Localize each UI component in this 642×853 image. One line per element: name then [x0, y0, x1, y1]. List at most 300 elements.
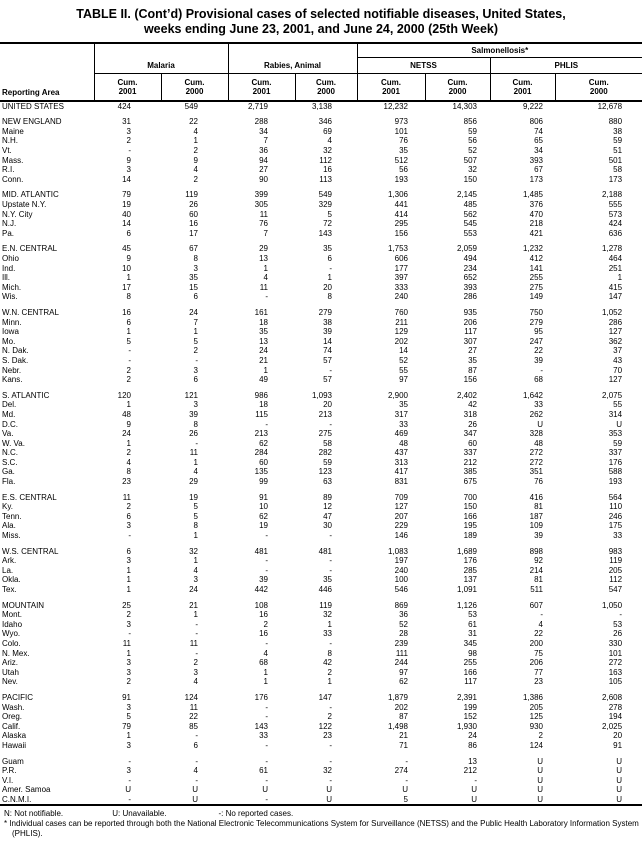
- value-cell: 81: [534, 575, 543, 585]
- reporting-area-cell: Maine: [2, 126, 24, 136]
- reporting-area-cell: Fla.: [2, 477, 16, 487]
- value-cell: 59: [323, 457, 332, 467]
- value-cell: 898: [529, 546, 543, 556]
- value-cell: 7: [193, 317, 198, 327]
- value-cell: 313: [394, 457, 408, 467]
- value-cell: 1: [193, 610, 198, 620]
- value-cell: 21: [189, 600, 198, 610]
- value-cell: 2: [327, 667, 332, 677]
- value-cell: 11: [122, 492, 131, 502]
- value-cell: -: [128, 355, 131, 365]
- value-cell: 16: [323, 165, 332, 175]
- value-cell: 930: [529, 721, 543, 731]
- reporting-area-cell: MID. ATLANTIC: [2, 190, 59, 200]
- value-cell: U: [616, 756, 623, 766]
- value-cell: 1: [327, 273, 332, 283]
- value-cell: 464: [608, 254, 623, 264]
- value-cell: 193: [394, 174, 408, 184]
- table-row: [0, 667, 642, 677]
- value-cell: 1: [126, 438, 131, 448]
- value-cell: 2: [193, 174, 198, 184]
- value-cell: U: [537, 775, 543, 785]
- value-cell: -: [265, 740, 268, 750]
- value-cell: 26: [613, 629, 623, 639]
- table-row: [0, 292, 642, 302]
- value-cell: -: [329, 638, 332, 648]
- value-cell: 3: [126, 740, 131, 750]
- value-cell: 59: [468, 126, 477, 136]
- value-cell: 12,232: [383, 102, 408, 111]
- value-cell: 33: [259, 731, 268, 741]
- footnote-asterisk: * Individual cases can be reported through both the National Electronic Telecommunications System for Surveillance (NETSS) and the Public Health Laboratory Information System (PHLIS).: [4, 818, 639, 838]
- value-cell: 1,689: [456, 546, 477, 556]
- value-cell: 22: [534, 346, 543, 356]
- value-cell: 1: [617, 273, 623, 283]
- value-cell: -: [265, 756, 268, 766]
- value-cell: 1,879: [387, 692, 408, 702]
- table-row: [0, 775, 642, 785]
- table-row: [0, 410, 642, 420]
- value-cell: 97: [399, 667, 408, 677]
- rabies-top-spacer: [228, 43, 357, 58]
- value-cell: 79: [122, 190, 131, 200]
- value-cell: 317: [394, 409, 408, 419]
- value-cell: 4: [193, 565, 198, 575]
- value-cell: 507: [463, 155, 477, 165]
- value-cell: 13: [259, 254, 268, 264]
- value-cell: 175: [608, 521, 623, 531]
- value-cell: 3: [126, 619, 131, 629]
- reporting-area-cell: Mich.: [2, 282, 22, 292]
- value-cell: 4: [193, 766, 198, 776]
- table-row: [0, 244, 642, 254]
- value-cell: 393: [463, 282, 477, 292]
- value-cell: 110: [609, 502, 623, 512]
- value-cell: 1: [193, 457, 198, 467]
- value-cell: 27: [259, 165, 268, 175]
- value-cell: 2: [538, 731, 543, 741]
- reporting-area-cell: La.: [2, 565, 14, 575]
- value-cell: -: [265, 775, 268, 785]
- value-cell: -: [128, 629, 131, 639]
- value-cell: 100: [394, 575, 408, 585]
- reporting-area-cell: W.S. CENTRAL: [2, 546, 59, 556]
- value-cell: 337: [463, 448, 477, 458]
- value-cell: 2: [126, 502, 131, 512]
- value-cell: 1,126: [456, 600, 477, 610]
- value-cell: 607: [529, 600, 543, 610]
- value-cell: 197: [394, 556, 408, 566]
- value-cell: 481: [318, 546, 332, 556]
- header-row-groups: [0, 58, 642, 74]
- value-cell: 65: [534, 136, 543, 146]
- table-row: [0, 492, 642, 502]
- value-cell: 91: [122, 692, 131, 702]
- value-cell: 76: [534, 477, 543, 487]
- value-cell: 8: [193, 521, 198, 531]
- value-cell: 4: [193, 677, 198, 687]
- table-row: [0, 556, 642, 566]
- value-cell: 76: [399, 136, 408, 146]
- table-row: [0, 283, 642, 293]
- value-cell: 3: [126, 126, 131, 136]
- value-cell: -: [329, 702, 332, 712]
- value-cell: 147: [318, 692, 332, 702]
- value-cell: 35: [323, 244, 332, 254]
- value-cell: 397: [394, 273, 408, 283]
- table-row: [0, 263, 642, 273]
- value-cell: 23: [534, 677, 543, 687]
- value-cell: 129: [394, 327, 408, 337]
- value-cell: 52: [399, 355, 408, 365]
- footnote-no-cases: -: No reported cases.: [218, 808, 294, 818]
- value-cell: 437: [394, 448, 408, 458]
- value-cell: 81: [534, 502, 543, 512]
- value-cell: 57: [323, 355, 332, 365]
- value-cell: -: [329, 775, 332, 785]
- value-cell: -: [195, 756, 198, 766]
- table-row: [0, 766, 642, 776]
- value-cell: -: [195, 648, 198, 658]
- value-cell: 53: [468, 610, 477, 620]
- value-cell: 345: [463, 638, 477, 648]
- value-cell: 56: [399, 165, 408, 175]
- value-cell: -: [195, 438, 198, 448]
- value-cell: 414: [394, 209, 408, 219]
- reporting-area-cell: Alaska: [2, 731, 27, 741]
- value-cell: -: [405, 775, 408, 785]
- value-cell: 207: [394, 511, 408, 521]
- value-cell: 3: [193, 365, 198, 375]
- value-cell: 99: [259, 477, 268, 487]
- value-cell: 1,052: [602, 307, 623, 317]
- value-cell: 70: [613, 365, 623, 375]
- value-cell: 11: [189, 702, 198, 712]
- value-cell: 26: [468, 419, 477, 429]
- value-cell: 22: [189, 712, 198, 722]
- value-cell: 36: [259, 146, 268, 156]
- value-cell: 8: [193, 254, 198, 264]
- value-cell: 8: [327, 292, 332, 302]
- table-row: [0, 477, 642, 487]
- value-cell: 32: [323, 146, 332, 156]
- value-cell: 127: [608, 375, 623, 385]
- value-cell: 239: [394, 638, 408, 648]
- malaria-top-spacer: [94, 43, 228, 58]
- value-cell: 173: [608, 174, 623, 184]
- table-row: [0, 190, 642, 200]
- value-cell: 573: [608, 209, 623, 219]
- value-cell: 3: [126, 667, 131, 677]
- value-cell: 1: [263, 263, 268, 273]
- reporting-area-header: Reporting Area: [0, 43, 94, 101]
- value-cell: 119: [609, 556, 623, 566]
- value-cell: 760: [394, 307, 408, 317]
- table-row: [0, 336, 642, 346]
- value-cell: 1,278: [602, 244, 623, 254]
- value-cell: 24: [259, 346, 268, 356]
- value-cell: 262: [529, 409, 543, 419]
- value-cell: 2,188: [602, 190, 623, 200]
- reporting-area-cell: NEW ENGLAND: [2, 117, 62, 127]
- column-header-cum-2001-4: Cum. 2001: [357, 74, 425, 102]
- value-cell: 166: [463, 511, 477, 521]
- value-cell: 146: [394, 531, 408, 541]
- value-cell: 286: [463, 292, 477, 302]
- value-cell: 9: [126, 254, 131, 264]
- table-row: [0, 155, 642, 165]
- value-cell: 62: [259, 438, 268, 448]
- value-cell: 5: [126, 712, 131, 722]
- value-cell: 60: [259, 457, 268, 467]
- value-cell: U: [616, 419, 623, 429]
- value-cell: -: [474, 775, 477, 785]
- table-row: [0, 620, 642, 630]
- value-cell: 9: [193, 155, 198, 165]
- value-cell: 6: [126, 546, 131, 556]
- value-cell: 34: [534, 146, 543, 156]
- value-cell: -: [405, 756, 408, 766]
- value-cell: 13: [259, 336, 268, 346]
- value-cell: 3: [126, 165, 131, 175]
- value-cell: -: [195, 629, 198, 639]
- table-row: [0, 785, 642, 795]
- value-cell: 709: [394, 492, 408, 502]
- value-cell: 2,075: [602, 390, 623, 400]
- value-cell: 58: [323, 438, 332, 448]
- value-cell: 19: [189, 492, 198, 502]
- value-cell: U: [537, 785, 543, 795]
- value-cell: 546: [394, 585, 408, 595]
- value-cell: 85: [189, 721, 198, 731]
- value-cell: -: [128, 794, 131, 804]
- value-cell: 424: [117, 102, 131, 111]
- value-cell: 9,222: [522, 102, 543, 111]
- value-cell: 3: [126, 658, 131, 668]
- value-cell: 29: [259, 244, 268, 254]
- value-cell: 55: [613, 400, 623, 410]
- value-cell: 333: [394, 282, 408, 292]
- value-cell: 202: [394, 336, 408, 346]
- value-cell: 77: [534, 667, 543, 677]
- value-cell: 26: [189, 200, 198, 210]
- value-cell: 14: [323, 336, 332, 346]
- value-cell: 279: [529, 317, 543, 327]
- value-cell: 4: [327, 136, 332, 146]
- value-cell: 173: [529, 174, 543, 184]
- value-cell: 416: [529, 492, 543, 502]
- value-cell: 89: [323, 492, 332, 502]
- value-cell: 33: [323, 629, 332, 639]
- value-cell: 120: [117, 390, 131, 400]
- value-cell: 150: [463, 174, 477, 184]
- reporting-area-cell: R.I.: [2, 165, 15, 175]
- value-cell: 1: [126, 400, 131, 410]
- value-cell: 2,025: [602, 721, 623, 731]
- value-cell: 121: [184, 390, 198, 400]
- value-cell: 279: [318, 307, 332, 317]
- value-cell: 4: [263, 273, 268, 283]
- value-cell: 272: [608, 658, 623, 668]
- value-cell: 305: [254, 200, 268, 210]
- value-cell: 59: [613, 438, 623, 448]
- value-cell: 1: [126, 565, 131, 575]
- value-cell: 163: [608, 667, 623, 677]
- value-cell: 56: [468, 136, 477, 146]
- table-row: [0, 146, 642, 156]
- value-cell: 501: [608, 155, 623, 165]
- value-cell: 362: [608, 336, 623, 346]
- reporting-area-cell: E.N. CENTRAL: [2, 244, 58, 254]
- footnote-legend: [4, 809, 642, 819]
- value-cell: 244: [394, 658, 408, 668]
- value-cell: 652: [463, 273, 477, 283]
- value-cell: -: [265, 702, 268, 712]
- reporting-area-cell: N. Dak.: [2, 346, 29, 356]
- reporting-area-cell: Ga.: [2, 467, 15, 477]
- value-cell: 1,306: [387, 190, 408, 200]
- value-cell: 16: [259, 629, 268, 639]
- value-cell: U: [471, 794, 477, 804]
- value-cell: 141: [529, 263, 543, 273]
- table-row: [0, 693, 642, 703]
- footnote-not-notifiable: N: Not notifiable.: [4, 808, 64, 818]
- value-cell: 195: [463, 521, 477, 531]
- value-cell: 2,719: [247, 102, 268, 111]
- value-cell: 67: [189, 244, 198, 254]
- value-cell: 385: [463, 467, 477, 477]
- value-cell: -: [329, 365, 332, 375]
- value-cell: 1,050: [602, 600, 623, 610]
- header-row-top: [0, 43, 642, 58]
- value-cell: 1,232: [522, 244, 543, 254]
- value-cell: 218: [529, 219, 543, 229]
- value-cell: 95: [534, 327, 543, 337]
- table-row: [0, 546, 642, 556]
- value-cell: 2: [126, 136, 131, 146]
- value-cell: 57: [323, 375, 332, 385]
- reporting-area-cell: Okla.: [2, 575, 21, 585]
- value-cell: 35: [259, 327, 268, 337]
- table-row: [0, 610, 642, 620]
- value-cell: 935: [463, 307, 477, 317]
- reporting-area-cell: Ind.: [2, 263, 16, 273]
- value-cell: 494: [463, 254, 477, 264]
- value-cell: 58: [613, 165, 623, 175]
- value-cell: 1: [126, 731, 131, 741]
- value-cell: 636: [608, 228, 623, 238]
- table-row: [0, 521, 642, 531]
- value-cell: 2: [263, 619, 268, 629]
- value-cell: 71: [399, 740, 408, 750]
- value-cell: 255: [463, 658, 477, 668]
- value-cell: 12,678: [597, 102, 623, 111]
- value-cell: U: [537, 794, 543, 804]
- value-cell: 74: [323, 346, 332, 356]
- value-cell: 1: [126, 575, 131, 585]
- table-row: [0, 458, 642, 468]
- value-cell: 24: [189, 307, 198, 317]
- value-cell: 1,753: [387, 244, 408, 254]
- reporting-area-cell: Del.: [2, 400, 17, 410]
- value-cell: 328: [529, 429, 543, 439]
- value-cell: 555: [608, 200, 623, 210]
- value-cell: 5: [327, 209, 332, 219]
- reporting-area-cell: Wash.: [2, 702, 25, 712]
- value-cell: 35: [468, 355, 477, 365]
- value-cell: 15: [189, 282, 198, 292]
- value-cell: 564: [608, 492, 623, 502]
- value-cell: 14: [122, 174, 131, 184]
- value-cell: 48: [534, 438, 543, 448]
- value-cell: 6: [193, 740, 198, 750]
- reporting-area-cell: Hawaii: [2, 740, 27, 750]
- value-cell: 189: [463, 531, 477, 541]
- value-cell: 1: [126, 273, 131, 283]
- value-cell: 470: [529, 209, 543, 219]
- value-cell: -: [195, 731, 198, 741]
- value-cell: 13: [468, 756, 477, 766]
- table-row: [0, 101, 642, 111]
- value-cell: 6: [126, 511, 131, 521]
- value-cell: 9: [126, 155, 131, 165]
- reporting-area-cell: Iowa: [2, 327, 19, 337]
- value-cell: 869: [394, 600, 408, 610]
- value-cell: 17: [122, 282, 131, 292]
- table-row: [0, 429, 642, 439]
- value-cell: 16: [259, 610, 268, 620]
- value-cell: -: [329, 556, 332, 566]
- value-cell: 62: [259, 511, 268, 521]
- table-row: [0, 600, 642, 610]
- value-cell: 240: [394, 565, 408, 575]
- value-cell: -: [128, 531, 131, 541]
- salmonellosis-group-header: Salmonellosis*: [357, 43, 642, 58]
- value-cell: 193: [608, 477, 623, 487]
- value-cell: 176: [254, 692, 268, 702]
- table-row: [0, 467, 642, 477]
- value-cell: 295: [394, 219, 408, 229]
- value-cell: U: [192, 785, 198, 795]
- value-cell: 3,138: [311, 102, 332, 111]
- value-cell: 393: [529, 155, 543, 165]
- reporting-area-cell: N.H.: [2, 136, 18, 146]
- reporting-area-cell: W. Va.: [2, 438, 25, 448]
- reporting-area-cell: Pa.: [2, 228, 15, 238]
- value-cell: 337: [608, 448, 623, 458]
- value-cell: -: [195, 775, 198, 785]
- value-cell: -: [128, 756, 131, 766]
- table-row: [0, 254, 642, 264]
- table-row: [0, 356, 642, 366]
- value-cell: 20: [613, 731, 623, 741]
- value-cell: 177: [394, 263, 408, 273]
- value-cell: -: [329, 263, 332, 273]
- value-cell: 285: [463, 565, 477, 575]
- value-cell: 11: [189, 448, 198, 458]
- column-header-cum-2001-2: Cum. 2001: [228, 74, 295, 102]
- reporting-area-cell: N.Y. City: [2, 209, 33, 219]
- value-cell: 1: [126, 327, 131, 337]
- value-cell: 485: [463, 200, 477, 210]
- value-cell: -: [329, 531, 332, 541]
- phlis-subgroup-header: PHLIS: [490, 58, 642, 74]
- reporting-area-cell: C.N.M.I.: [2, 794, 32, 804]
- value-cell: 202: [394, 702, 408, 712]
- value-cell: 36: [399, 610, 408, 620]
- value-cell: 75: [534, 648, 543, 658]
- value-cell: 6: [327, 254, 332, 264]
